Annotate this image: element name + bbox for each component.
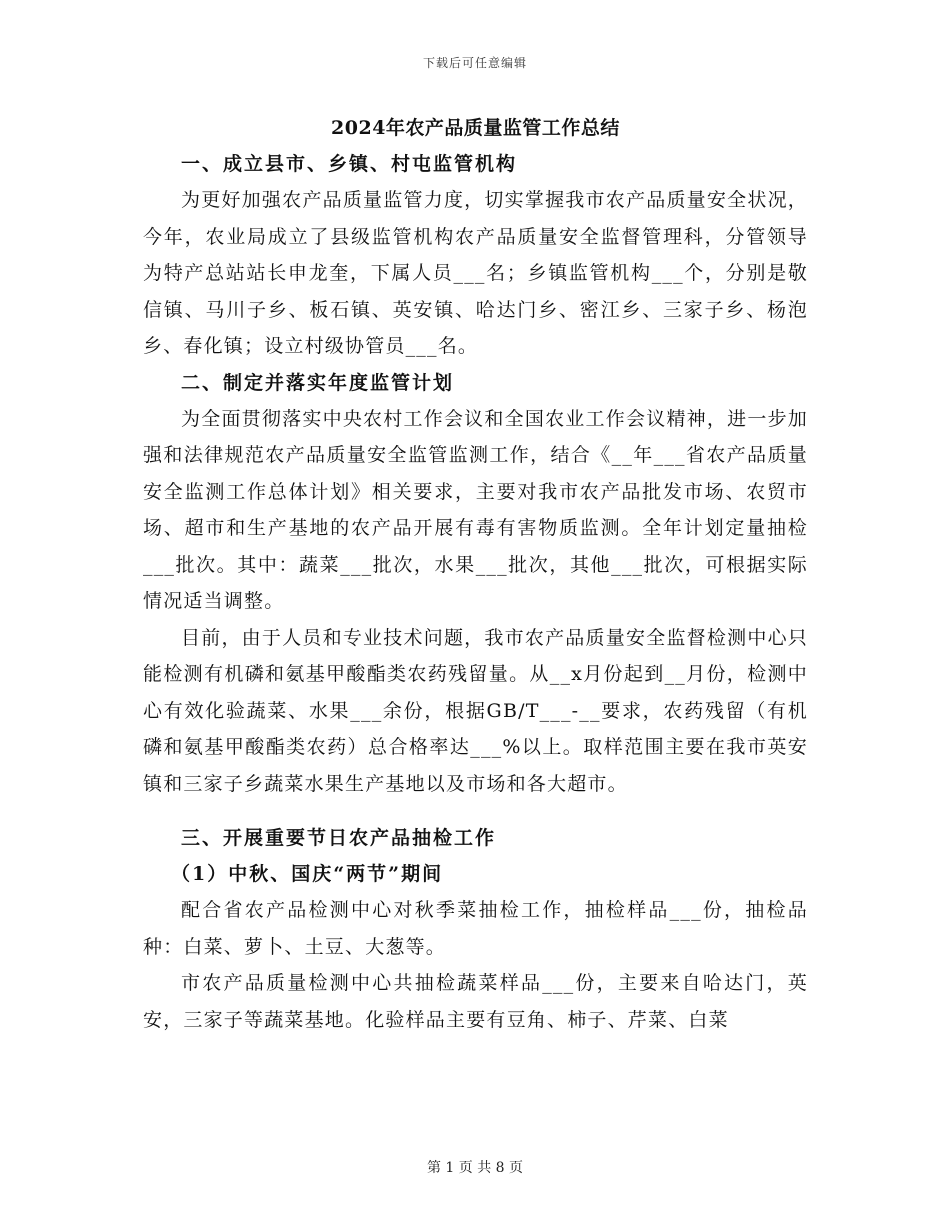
document-title: 2024年农产品质量监管工作总结 [331, 117, 620, 139]
paragraph: 市农产品质量检测中心共抽检蔬菜样品___份，主要来自哈达门，英安，三家子等蔬菜基地。化验样品主要有豆角、柿子、芹菜、白菜 [143, 972, 808, 1031]
page-footer: 第 1 页 共 8 页 [426, 1160, 524, 1176]
section-heading-3: 三、开展重要节日农产品抽检工作 [181, 827, 497, 849]
paragraph: 目前，由于人员和专业技术问题，我市农产品质量安全监督检测中心只能检测有机磷和氨基甲酸酯类农药残留量。从__x月份起到__月份，检测中心有效化验蔬菜、水果___余份，根据GB/T___-__要求，农药残留（有机磷和氨基甲酸酯类农药）总合格率达___%以上。取样范围主要在我市英安镇和三家子乡蔬菜水果生产基地以及市场和各大超市。 [143, 626, 808, 795]
paragraph: 为更好加强农产品质量监管力度，切实掌握我市农产品质量安全状况，今年，农业局成立了县级监管机构农产品质量安全监督管理科，分管领导为特产总站站长申龙奎，下属人员___名；乡镇监管机构___个，分别是敬信镇、马川子乡、板石镇、英安镇、哈达门乡、密江乡、三家子乡、杨泡乡、春化镇；设立村级协管员___名。 [143, 189, 808, 357]
subsection-heading: （1）中秋、国庆“两节”期间 [171, 863, 444, 885]
paragraph: 配合省农产品检测中心对秋季菜抽检工作，抽检样品___份，抽检品种：白菜、萝卜、土豆、大葱等。 [143, 899, 808, 958]
document-body [143, 110, 808, 1038]
paragraph: 为全面贯彻落实中央农村工作会议和全国农业工作会议精神，进一步加强和法律规范农产品质量安全监管监测工作，结合《__年___省农产品质量安全监测工作总体计划》相关要求，主要对我市农产品批发市场、农贸市场、超市和生产基地的农产品开展有毒有害物质监测。全年计划定量抽检___批次。其中：蔬菜___批次，水果___批次，其他___批次，可根据实际情况适当调整。 [143, 407, 808, 612]
section-heading-2: 二、制定并落实年度监管计划 [181, 371, 455, 394]
section-heading-1: 一、成立县市、乡镇、村屯监管机构 [181, 153, 518, 175]
page-header: 下载后可任意编辑 [422, 56, 527, 70]
